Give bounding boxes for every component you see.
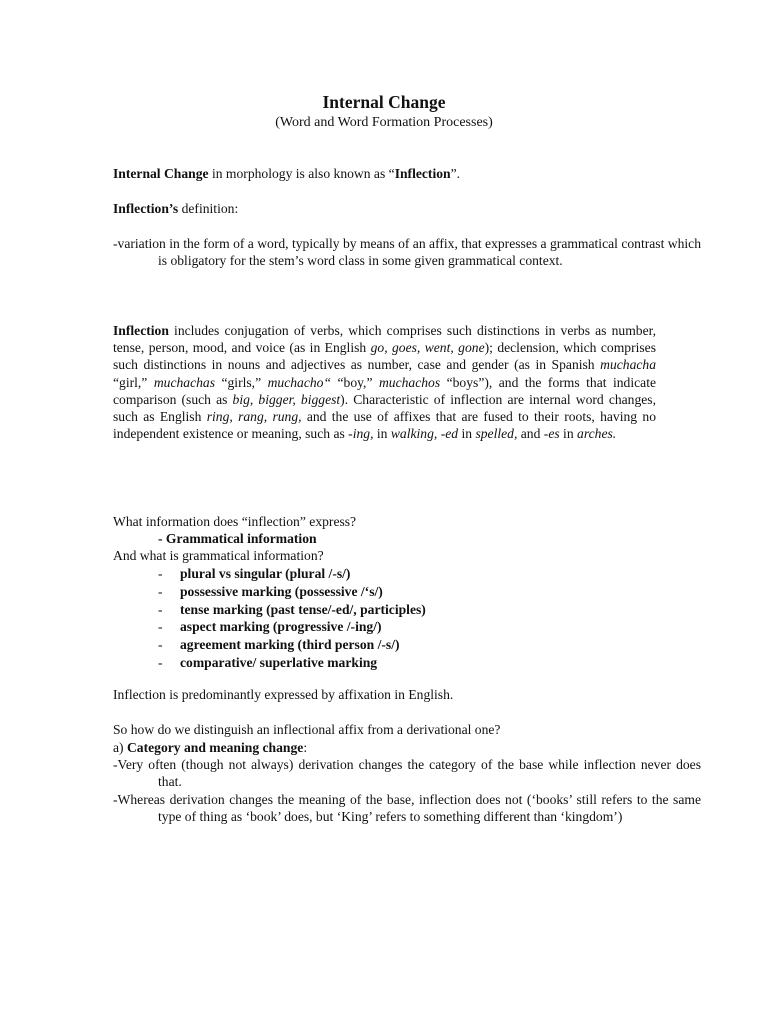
document-title: Internal Change (322, 92, 446, 112)
question-what-grammatical: And what is grammatical information? (113, 548, 324, 563)
definition-heading: Inflection’s definition: (113, 201, 239, 216)
list-item: - tense marking (past tense/-ed/, participles) (158, 601, 426, 617)
intro-term: Internal Change (113, 166, 209, 181)
list-item: - possessive marking (possessive /‘s/) (158, 583, 383, 599)
list-item: - agreement marking (third person /-s/) (158, 637, 400, 653)
affixation-note: Inflection is predominantly expressed by affixation in English. (113, 687, 454, 702)
point-a-bullet-category: -Very often (though not always) derivation changes the category of the base while inflection never does that. (113, 757, 701, 790)
question-distinguish: So how do we distinguish an inflectional affix from a derivational one? (113, 722, 501, 737)
list-item: - plural vs singular (plural /-s/) (158, 566, 351, 581)
list-item: - comparative/ superlative marking (158, 654, 378, 670)
intro-term-inflection: Inflection (394, 166, 451, 181)
intro-line: Internal Change in morphology is also known as “Inflection”. (113, 166, 461, 181)
point-a-bullet-meaning: -Whereas derivation changes the meaning of the base, inflection does not (‘books’ still refers to the same type of thing as ‘book’ does, but ‘King’ refers to something different than ‘kingdom’) (113, 792, 701, 825)
point-a-heading: a) Category and meaning change: (113, 740, 308, 755)
answer-grammatical-info: - Grammatical information (158, 531, 317, 546)
list-item: - aspect marking (progressive /-ing/) (158, 619, 382, 635)
inflection-paragraph: Inflection includes conjugation of verbs, which comprises such distinctions in verbs as number, tense, person, mood, and voice (as in English go, goes, went, gone); declension, which comprises such distinctions in nouns and adjectives as number, case and gender (as in Spanish muchacha “girl,” muchachas “girls,” muchacho“ “boy,” muchachos “boys”), and the forms that indicate comparison (such as big, bigger, biggest). Characteristic of inflection are internal word changes, such as English ring, rang, rung, and the use of affixes that are fused to their roots, having no independent existence or meaning, such as -ing, in walking, -ed in spelled, and -es in arches. (113, 323, 656, 442)
question-what-express: What information does “inflection” express? (113, 514, 357, 529)
definition-text: -variation in the form of a word, typically by means of an affix, that expresses a grammatical contrast which is obligatory for the stem’s word class in some given grammatical context. (113, 236, 701, 269)
document-subtitle: (Word and Word Formation Processes) (275, 115, 493, 130)
grammatical-info-list (158, 565, 426, 672)
